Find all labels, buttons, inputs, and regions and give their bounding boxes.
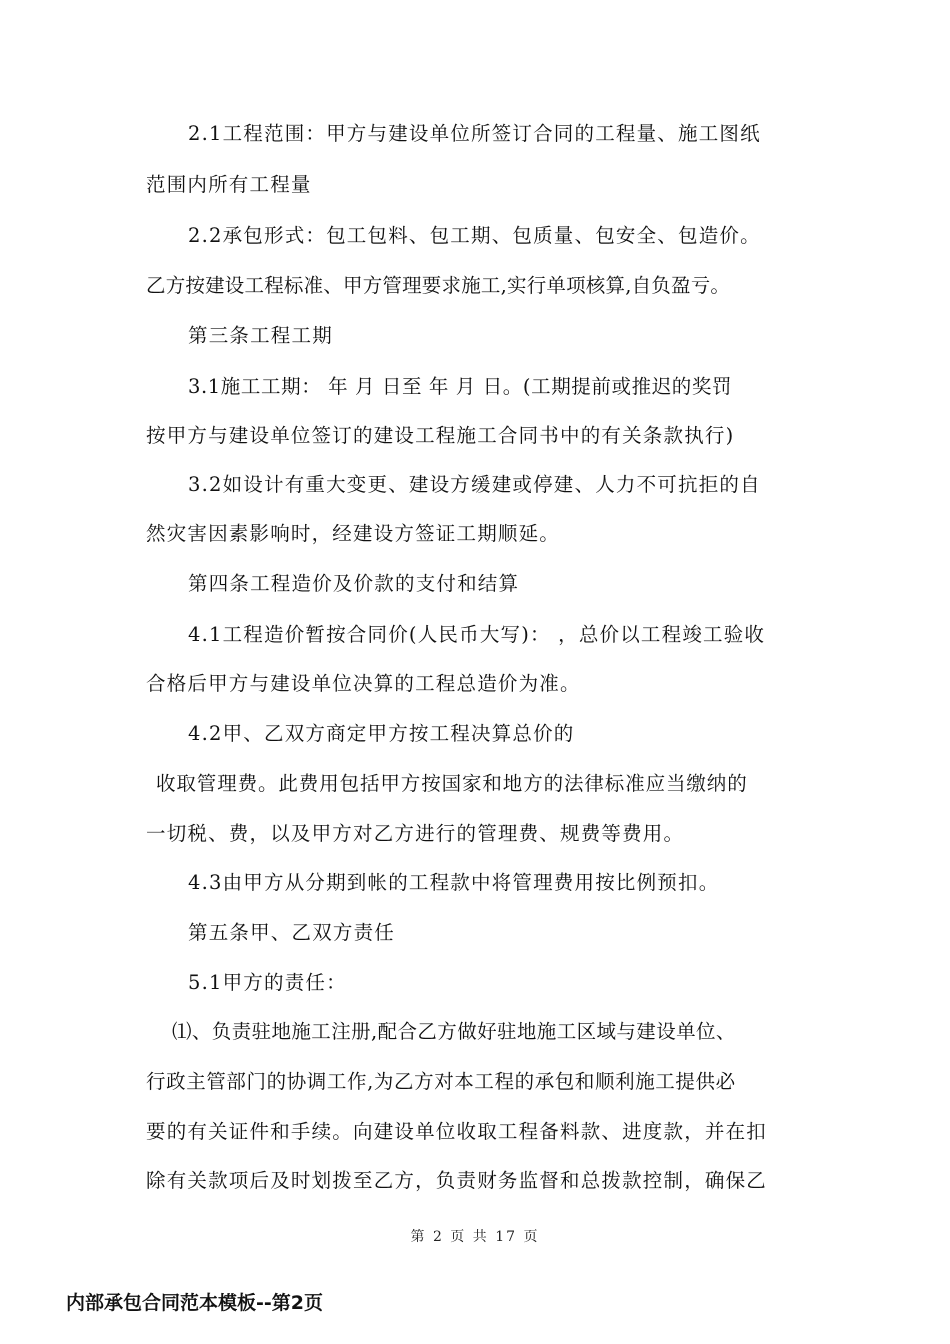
- paragraph-line: ⑴、负责驻地施工注册,配合乙方做好驻地施工区域与建设单位、: [172, 1020, 736, 1043]
- paragraph-line: 3.2如设计有重大变更、建设方缓建或停建、人力不可抗拒的自: [188, 473, 761, 496]
- paragraph-line: 一切税、费，以及甲方对乙方进行的管理费、规费等费用。: [146, 822, 685, 845]
- section-heading: 第三条工程工期: [188, 324, 333, 347]
- paragraph-line: 要的有关证件和手续。向建设单位收取工程备料款、进度款，并在扣: [146, 1120, 768, 1143]
- paragraph-line: 3.1施工工期： 年 月 日至 年 月 日。(工期提前或推迟的奖罚: [188, 375, 733, 398]
- paragraph-line: 2.1工程范围：甲方与建设单位所签订合同的工程量、施工图纸: [188, 122, 761, 145]
- paragraph-line: 乙方按建设工程标准、甲方管理要求施工,实行单项核算,自负盈亏。: [146, 274, 731, 297]
- paragraph-line: 4.1工程造价暂按合同价(人民币大写)： ，总价以工程竣工验收: [188, 623, 766, 646]
- section-heading: 第五条甲、乙双方责任: [188, 921, 396, 944]
- paragraph-line: 合格后甲方与建设单位决算的工程总造价为准。: [146, 672, 581, 695]
- document-title-caption: 内部承包合同范本模板--第2页: [66, 1292, 323, 1314]
- paragraph-line: 收取管理费。此费用包括甲方按国家和地方的法律标准应当缴纳的: [156, 772, 748, 795]
- paragraph-line: 4.2甲、乙双方商定甲方按工程决算总价的: [188, 722, 575, 745]
- section-heading: 第四条工程造价及价款的支付和结算: [188, 572, 520, 595]
- paragraph-line: 行政主管部门的协调工作,为乙方对本工程的承包和顺利施工提供必: [146, 1070, 736, 1093]
- paragraph-line: 2.2承包形式：包工包料、包工期、包质量、包安全、包造价。: [188, 224, 761, 247]
- paragraph-line: 除有关款项后及时划拨至乙方，负责财务监督和总拨款控制，确保乙: [146, 1169, 768, 1192]
- paragraph-line: 5.1甲方的责任：: [188, 971, 347, 994]
- paragraph-line: 然灾害因素影响时，经建设方签证工期顺延。: [146, 522, 561, 545]
- page-number-footer: 第 2 页 共 17 页: [410, 1229, 540, 1245]
- paragraph-line: 按甲方与建设单位签订的建设工程施工合同书中的有关条款执行): [146, 424, 735, 447]
- paragraph-line: 范围内所有工程量: [146, 173, 312, 196]
- paragraph-line: 4.3由甲方从分期到帐的工程款中将管理费用按比例预扣。: [188, 871, 720, 894]
